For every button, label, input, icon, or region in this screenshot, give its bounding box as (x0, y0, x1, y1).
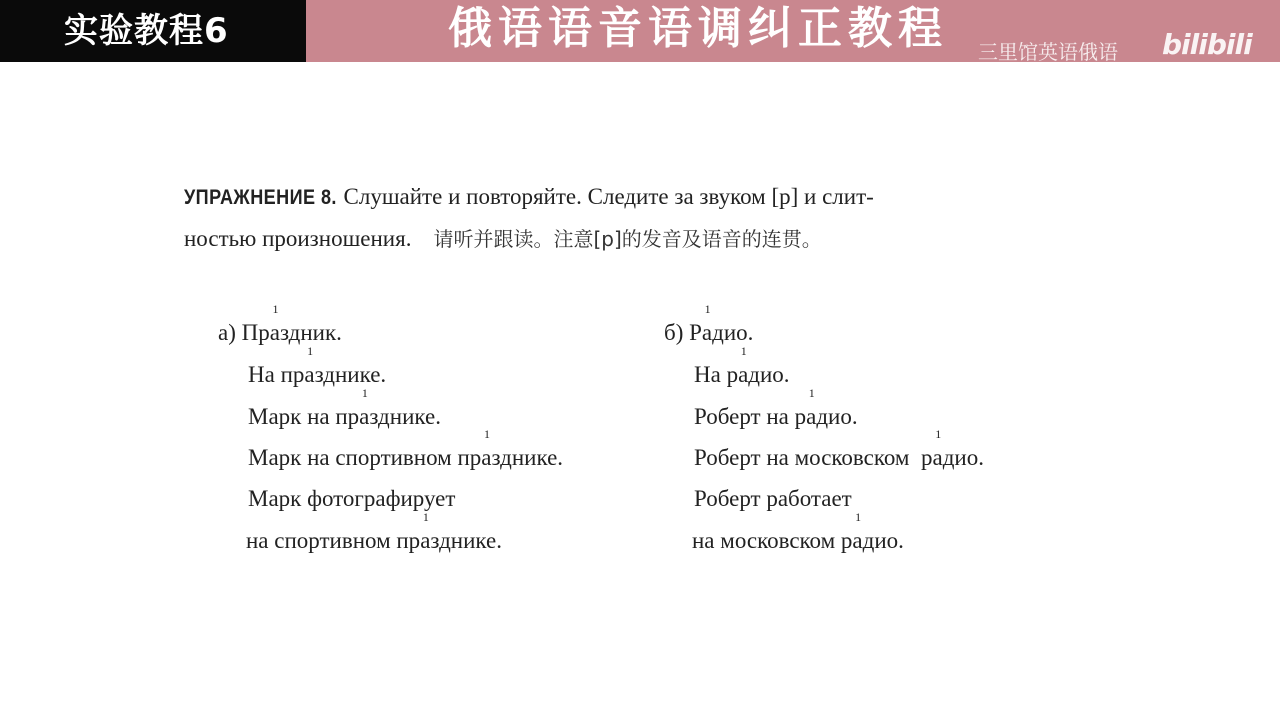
stressed-vowel: 1 а (304, 354, 314, 396)
bilibili-logo-icon: bilibili (1162, 28, 1252, 61)
list-item (694, 437, 984, 479)
column-marker: а) (218, 320, 242, 345)
lesson-badge: 实验教程6 (0, 0, 306, 62)
phrase-text: здник. (279, 320, 342, 345)
phrase-text: дио. (942, 445, 984, 470)
phrase-text: дио. (712, 320, 754, 345)
phrase-text: Марк на спортивном пр (248, 445, 482, 470)
stressed-vowel: 1 а (852, 520, 862, 562)
phrase-text: Роберт работает (694, 486, 852, 511)
stressed-vowel: 1 а (933, 437, 943, 479)
phrase-text: Марк фотографирует (248, 486, 456, 511)
stressed-vowel: 1 а (270, 312, 280, 354)
stressed-vowel: 1 а (702, 312, 712, 354)
column-marker: б) (664, 320, 690, 345)
phrase-text: На р (694, 362, 739, 387)
channel-watermark: 三里馆英语俄语 (978, 40, 1118, 64)
instruction-line-1: Слушайте и повторяйте. Следите за звуком [р] и слит- (337, 184, 874, 209)
phrase-text: Р (689, 320, 702, 345)
list-item (248, 396, 441, 438)
exercise-heading (184, 176, 1104, 260)
list-item (246, 520, 502, 562)
phrase-text: дио. (816, 404, 858, 429)
instruction-chinese: 请听并跟读。注意[р]的发音及语音的连贯。 (433, 227, 822, 251)
list-item (694, 478, 852, 520)
phrase-text: зднике. (430, 528, 502, 553)
phrase-text: зднике. (491, 445, 564, 470)
exercise-label: УПРАЖНЕНИЕ 8. (184, 186, 337, 209)
stressed-vowel: 1 а (359, 396, 369, 438)
phrase-text: На пр (248, 362, 305, 387)
phrase-text: Роберт на московском р (694, 445, 933, 470)
phrase-text: дио. (748, 362, 790, 387)
phrase-text: Роберт на р (694, 404, 807, 429)
list-item (694, 354, 790, 396)
phrase-text: на спортивном пр (246, 528, 421, 553)
list-item (248, 437, 563, 479)
list-item (692, 520, 904, 562)
stressed-vowel: 1 а (738, 354, 748, 396)
phrase-text: зднике. (369, 404, 441, 429)
stressed-vowel: 1 а (806, 396, 816, 438)
title-bar (0, 0, 1280, 62)
phrase-text: зднике. (314, 362, 387, 387)
phrase-text: на московском р (692, 528, 853, 553)
course-title: 俄语语音语调纠正教程 (448, 3, 948, 54)
instruction-line-2: ностью произношения. (184, 226, 412, 251)
stressed-vowel: 1 а (420, 520, 430, 562)
phrase-text: Марк на пр (248, 404, 360, 429)
list-item (694, 396, 858, 438)
list-item (218, 312, 342, 354)
phrase-text: дио. (862, 528, 904, 553)
stressed-vowel: 1 а (481, 437, 491, 479)
phrase-text: Пр (241, 320, 270, 345)
